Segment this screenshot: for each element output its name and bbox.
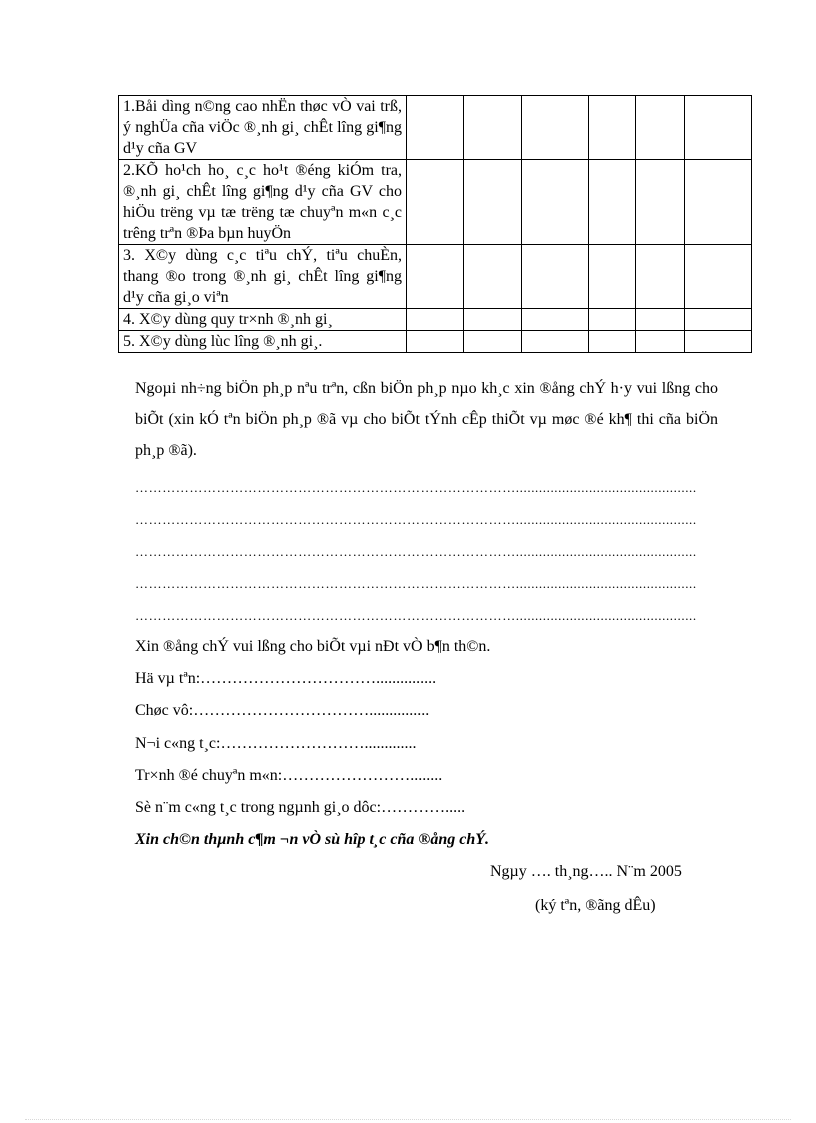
rating-cell [589,331,636,353]
rating-cell [522,245,589,309]
rating-cell [522,331,589,353]
measure-item-3: 3. X©y dùng c¸c tiªu chÝ, tiªu chuÈn, thang ®o trong ®¸nh gi¸ chÊt lîng gi¶ng d¹y cña gi¸o viªn [119,245,407,309]
table-row [119,160,752,245]
rating-cell [464,96,522,160]
position-field[interactable]: Chøc vô:……………………………............... [135,702,430,719]
measure-item-4: 4. X©y dùng quy tr×nh ®¸nh gi¸ [119,309,407,331]
rating-cell [636,309,685,331]
measure-item-1: 1.Båi dìng n©ng cao nhËn thøc vÒ vai trß, ý nghÜa cña viÖc ®¸nh gi¸ chÊt lîng gi¶ng d¹y cña GV [119,96,407,160]
rating-cell [685,160,752,245]
rating-cell [407,245,464,309]
signature-note: (ký tªn, ®ãng dÊu) [535,897,656,914]
rating-cell [522,309,589,331]
rating-cell [589,160,636,245]
rating-cell [685,309,752,331]
rating-cell [522,160,589,245]
rating-cell [464,309,522,331]
rating-cell [464,245,522,309]
rating-cell [522,96,589,160]
other-measures-paragraph: Ngoµi nh÷ng biÖn ph¸p nªu trªn, cßn biÖn ph¸p nµo kh¸c xin ®ång chÝ h·y vui lßng cho biÕt (xin kÓ tªn biÖn ph¸p ®ã vµ cho biÕt tÝnh cÊp thiÕt vµ møc ®é kh¶ thi cña biÖn ph¸p ®ã). [135,380,718,459]
rating-cell [589,309,636,331]
rating-cell [685,331,752,353]
rating-cell [464,331,522,353]
answer-line[interactable]: …………………………………………………………………………............................................... [135,512,697,527]
rating-cell [589,96,636,160]
rating-cell [407,331,464,353]
rating-cell [685,96,752,160]
rating-cell [636,245,685,309]
workplace-field[interactable]: N¬i c«ng t¸c:………………………............. [135,735,417,752]
answer-line[interactable]: …………………………………………………………………………............................................... [135,608,697,623]
rating-cell [407,160,464,245]
personal-info-intro: Xin ®ång chÝ vui lßng cho biÕt vµi nÐt vÒ b¶n th©n. [135,638,491,655]
rating-cell [685,245,752,309]
measure-item-2: 2.KÕ ho¹ch ho¸ c¸c ho¹t ®éng kiÓm tra, ®¸nh gi¸ chÊt lîng gi¶ng d¹y cña GV cho hiÖu trëng vµ tæ trëng tæ chuyªn m«n c¸c trêng trªn ®Þa bµn huyÖn [119,160,407,245]
answer-line[interactable]: …………………………………………………………………………............................................... [135,480,697,495]
table-row [119,309,752,331]
rating-cell [589,245,636,309]
years-field[interactable]: Sè n¨m c«ng t¸c trong ngµnh gi¸o dôc:…………..... [135,799,466,816]
thanks-note: Xin ch©n thµnh c¶m ¬n vÒ sù hîp t¸c cña ®ång chÝ. [135,831,489,848]
rating-cell [636,331,685,353]
rating-cell [464,160,522,245]
measure-item-5: 5. X©y dùng lùc lîng ®¸nh gi¸. [119,331,407,353]
rating-cell [407,309,464,331]
rating-cell [407,96,464,160]
table-row [119,245,752,309]
answer-line[interactable]: …………………………………………………………………………............................................... [135,576,697,591]
date-line: Ngµy …. th¸ng….. N¨m 2005 [490,863,682,880]
rating-cell [636,96,685,160]
qualification-field[interactable]: Tr×nh ®é chuyªn m«n:……………………........ [135,767,443,784]
table-row [119,96,752,160]
rating-cell [636,160,685,245]
measures-table [118,95,752,353]
page-bottom-rule [25,1119,791,1120]
name-field[interactable]: Hä vµ tªn:……………………………............... [135,670,437,687]
table-row [119,331,752,353]
answer-line[interactable]: …………………………………………………………………………............................................... [135,544,697,559]
